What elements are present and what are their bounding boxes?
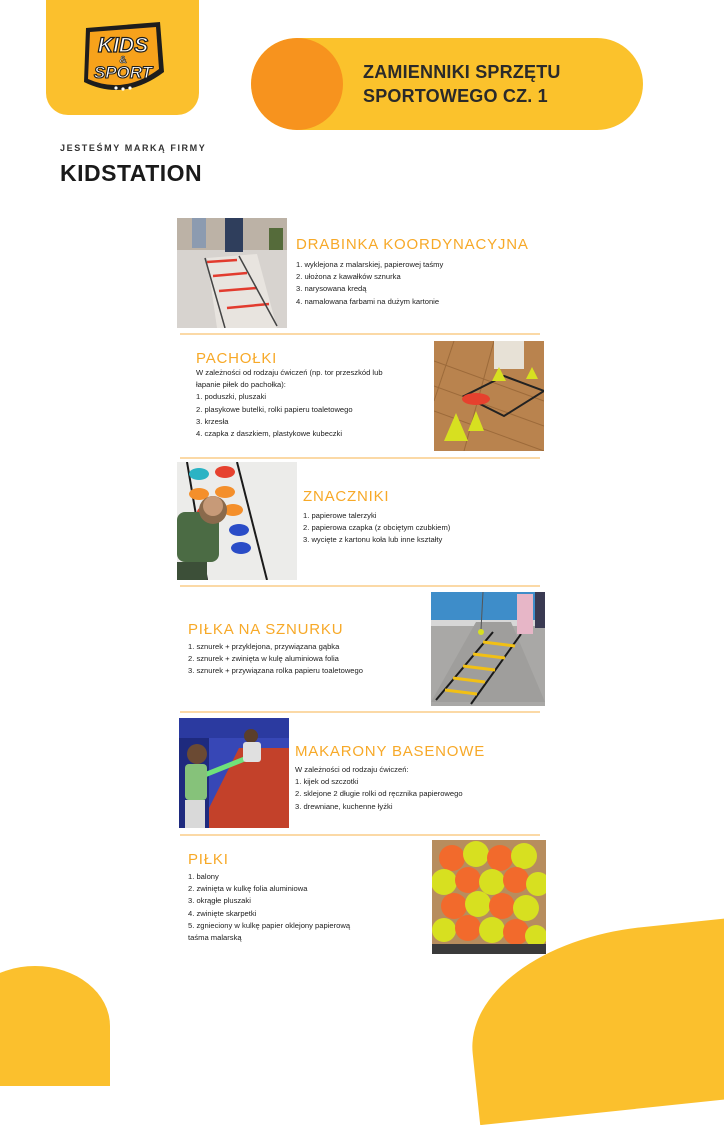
list-item: 1. kijek od szczotki — [295, 777, 359, 787]
list-item: 3. okrągłe pluszaki — [188, 896, 251, 906]
photo-balls — [432, 840, 546, 954]
list-item: 2. sznurek + zwinięta w kulę aluminiowa folia — [188, 654, 339, 664]
section-title-balls: PIŁKI — [188, 851, 229, 868]
list-item: 1. sznurek + przyklejona, przywiązana gąbka — [188, 642, 340, 651]
section-divider — [180, 585, 540, 587]
brand-tagline: JESTEŚMY MARKĄ FIRMY — [60, 143, 207, 153]
section-title-pool-noodles: MAKARONY BASENOWE — [295, 743, 486, 760]
section-list-ball-on-string — [188, 641, 363, 678]
photo-markers — [177, 462, 297, 580]
list-item: 2. papierowa czapka (z obciętym czubkiem) — [303, 523, 451, 533]
photo-cones — [434, 341, 544, 451]
photo-pool-noodles — [179, 718, 289, 828]
list-item: 2. plasykowe butelki, rolki papieru toaletowego — [196, 404, 353, 414]
kids-sport-logo — [76, 18, 170, 104]
title-banner — [251, 38, 643, 130]
list-item: 1. papierowe talerzyki — [303, 511, 377, 520]
logo-text-kids: KIDS — [97, 34, 149, 57]
section-intro: łapanie piłek do pachołka): — [196, 380, 286, 390]
section-divider — [180, 834, 540, 836]
list-item: 4. zwinięte skarpetki — [188, 908, 257, 918]
section-list-pool-noodles — [295, 764, 463, 813]
section-list-markers — [303, 510, 450, 547]
section-list-ladder — [296, 259, 443, 308]
list-item: 2. ułożona z kawałków sznurka — [296, 272, 401, 282]
section-title-markers: ZNACZNIKI — [303, 488, 390, 505]
list-item: 4. namalowana farbami na dużym kartonie — [296, 296, 440, 306]
photo-ball-on-string — [431, 592, 545, 706]
section-title-ladder: DRABINKA KOORDYNACYJNA — [296, 236, 529, 253]
list-item: 1. poduszki, pluszaki — [196, 392, 267, 402]
logo-tab — [46, 0, 199, 115]
section-title-ball-on-string: PIŁKA NA SZNURKU — [188, 621, 344, 638]
section-list-balls — [188, 871, 350, 944]
list-item: 3. narysowana kredą — [296, 284, 367, 294]
section-list-cones — [196, 367, 383, 440]
section-divider — [180, 333, 540, 335]
section-title-cones: PACHOŁKI — [196, 350, 278, 367]
list-item: 3. krzesła — [196, 416, 229, 426]
logo-text-sport: SPORT — [93, 63, 153, 82]
page-title-line-2: SPORTOWEGO CZ. 1 — [363, 86, 548, 106]
list-item: 3. drewniane, kuchenne łyżki — [295, 801, 393, 811]
page-title — [363, 60, 623, 108]
logo-text-amp: & — [119, 55, 127, 66]
list-item: 1. wyklejona z malarskiej, papierowej taśmy — [296, 260, 444, 269]
list-item: 1. balony — [188, 872, 219, 881]
list-item: 2. zwinięta w kulkę folia aluminiowa — [188, 884, 308, 894]
brand-company-name: KIDSTATION — [60, 160, 203, 186]
title-banner-circle — [251, 38, 343, 130]
list-item: 3. wycięte z kartonu koła lub inne kształty — [303, 535, 443, 545]
list-item: taśma malarską — [188, 933, 242, 943]
section-intro: W zależności od rodzaju ćwiczeń (np. tor przeszkód lub — [196, 368, 383, 377]
section-intro: W zależności od rodzaju ćwiczeń: — [295, 765, 409, 774]
photo-ladder — [177, 218, 287, 328]
page-title-line-1: ZAMIENNIKI SPRZĘTU — [363, 62, 561, 82]
list-item: 5. zgnieciony w kulkę papier oklejony papierową — [188, 920, 351, 930]
decor-blob-left — [0, 966, 110, 1086]
list-item: 3. sznurek + przywiązana rolka papieru toaletowego — [188, 666, 363, 676]
section-divider — [180, 711, 540, 713]
list-item: 4. czapka z daszkiem, plastykowe kubeczki — [196, 429, 343, 439]
list-item: 2. sklejone 2 długie rolki od ręcznika papierowego — [295, 789, 463, 799]
section-divider — [180, 457, 540, 459]
